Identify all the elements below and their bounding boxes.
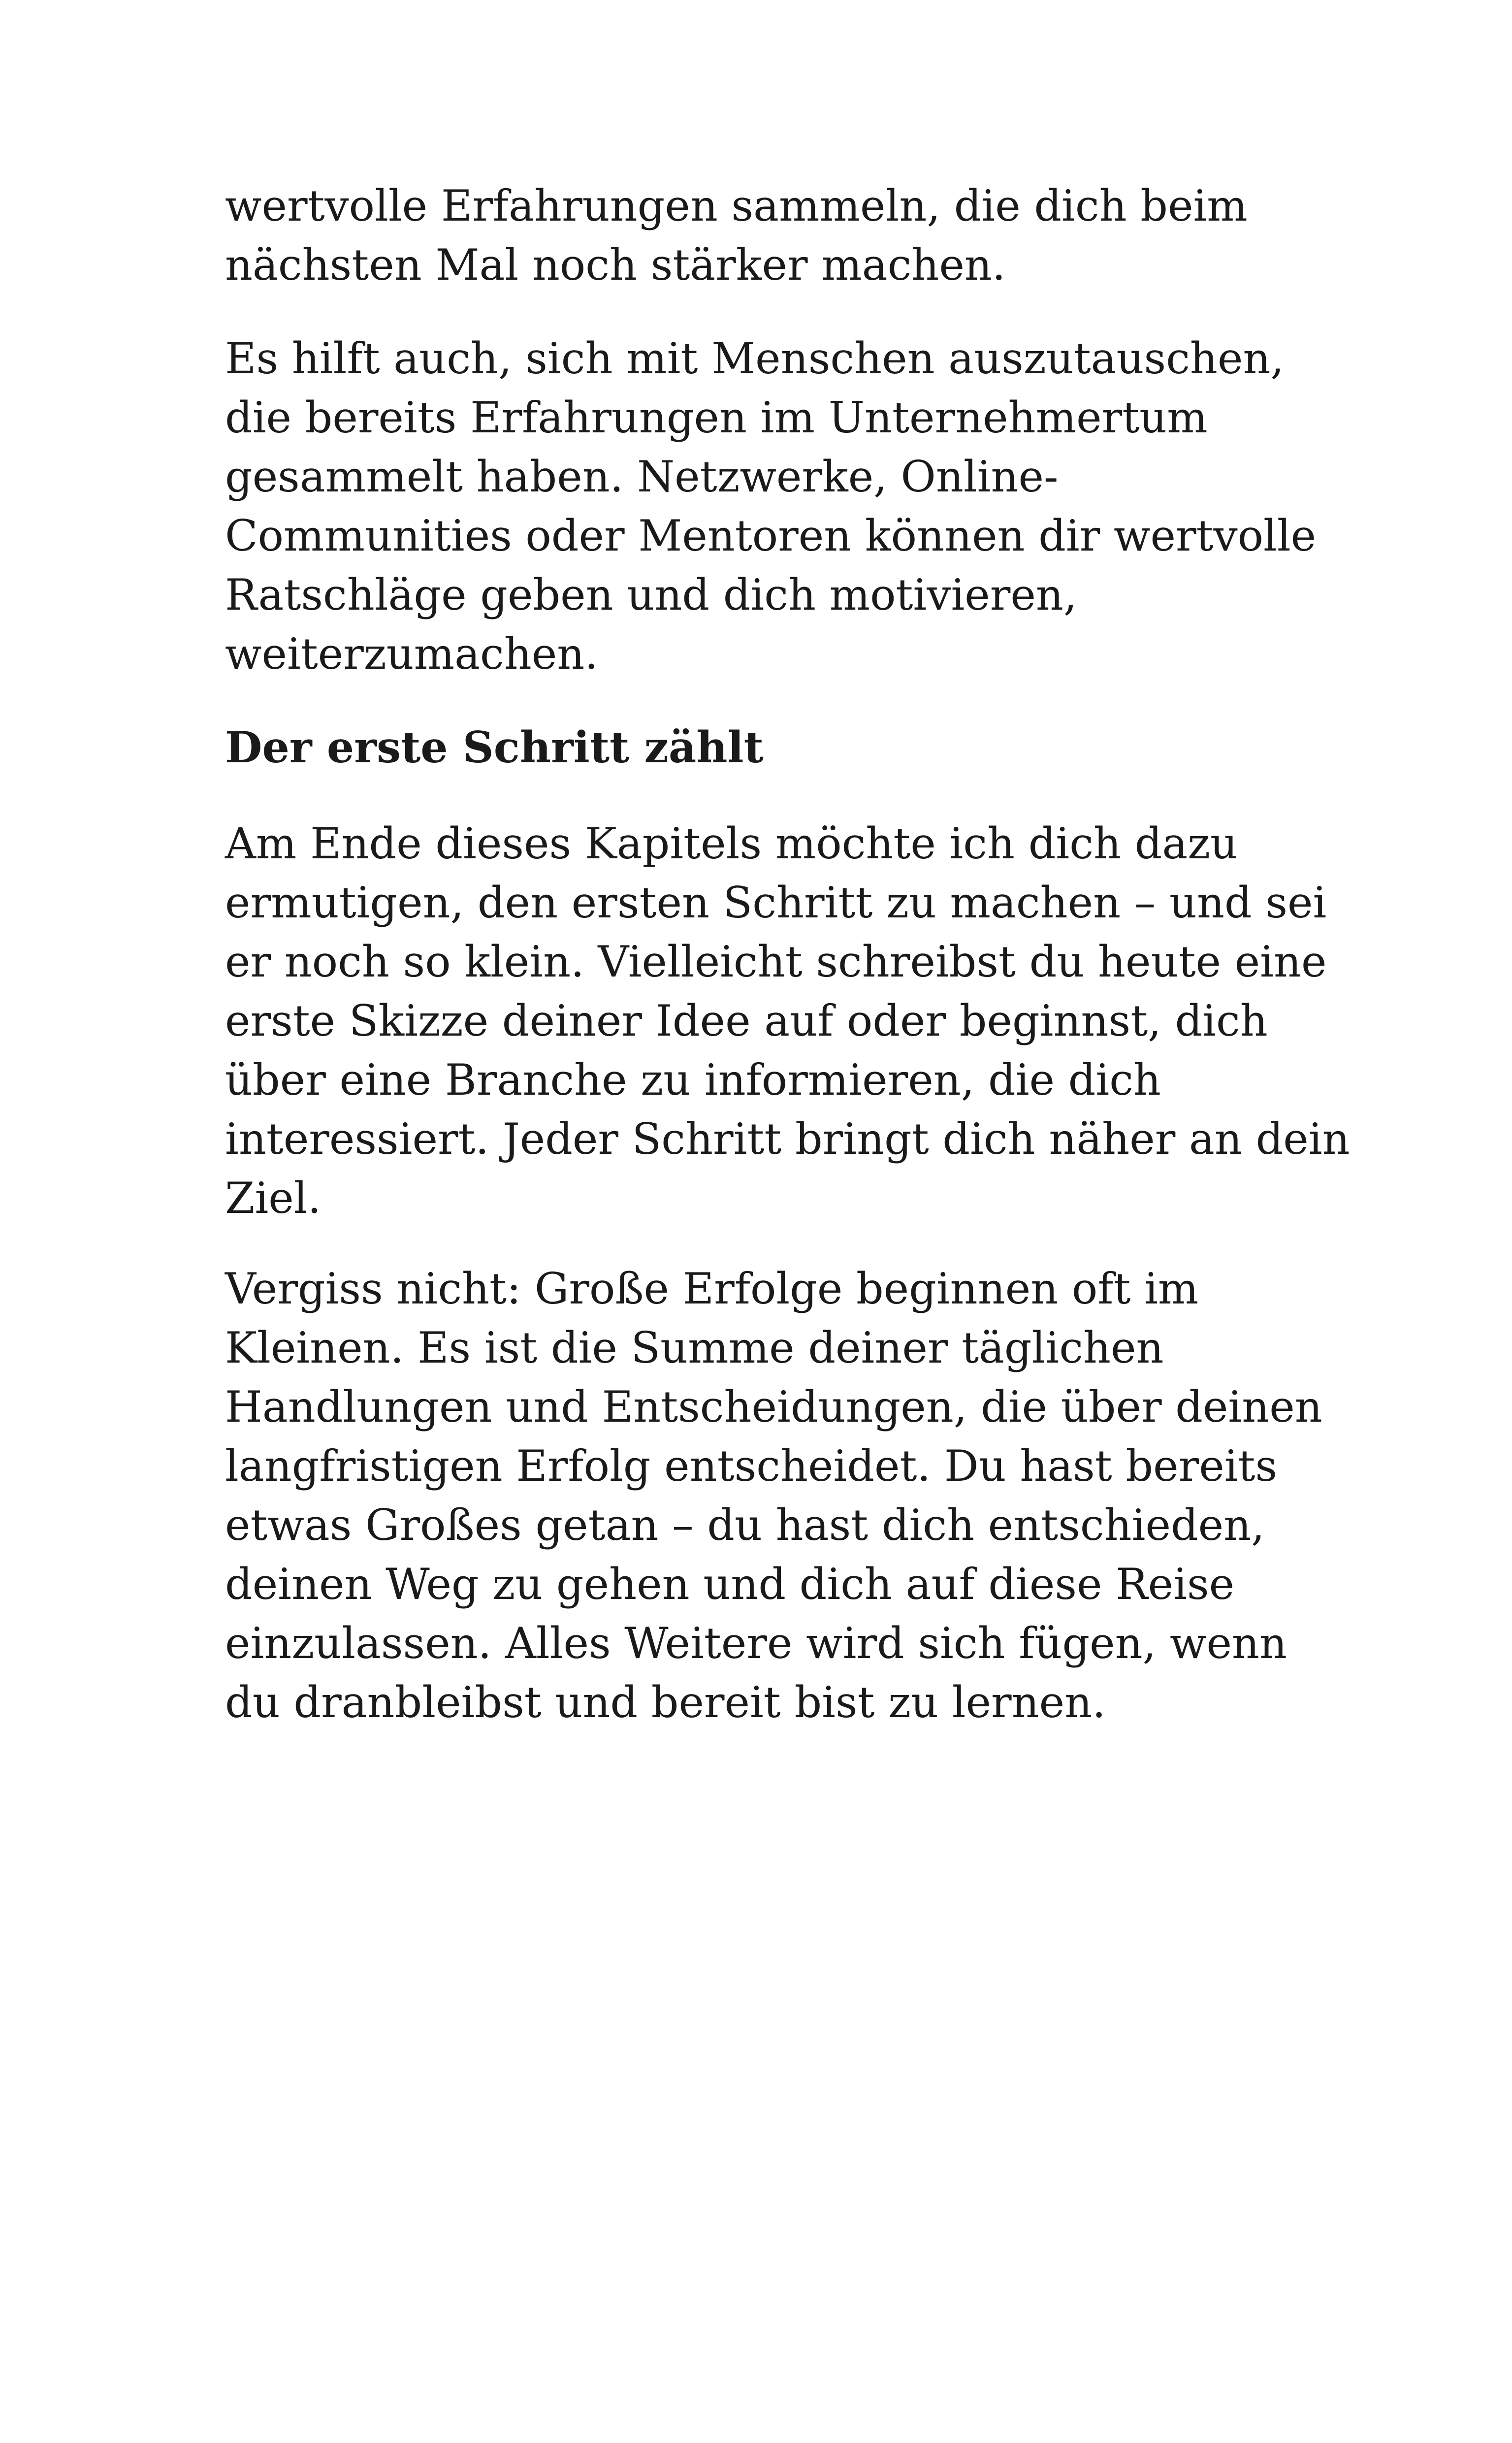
text-line: etwas Großes getan – du hast dich entschieden, [225, 1500, 1265, 1550]
text-line: Kleinen. Es ist die Summe deiner täglichen [225, 1323, 1164, 1373]
text-line: Es hilft auch, sich mit Menschen auszutauschen, [225, 333, 1285, 384]
paragraph-first-step [225, 814, 1350, 1228]
paragraph-intro [225, 176, 1323, 294]
text-line: über eine Branche zu informieren, die dich [225, 1055, 1161, 1105]
text-line: Communities oder Mentoren können dir wertvolle [225, 511, 1317, 561]
text-line: gesammelt haben. Netzwerke, Online- [225, 452, 1059, 502]
text-line: erste Skizze deiner Idee auf oder beginnst, dich [225, 996, 1268, 1046]
text-line: nächsten Mal noch stärker machen. [225, 240, 1006, 290]
text-line: deinen Weg zu gehen und dich auf diese Reise [225, 1559, 1235, 1609]
text-line: die bereits Erfahrungen im Unternehmertum [225, 392, 1208, 443]
text-line: Ratschläge geben und dich motivieren, [225, 570, 1077, 620]
text-line: interessiert. Jeder Schritt bringt dich näher an dein [225, 1114, 1350, 1164]
text-line: er noch so klein. Vielleicht schreibst du heute eine [225, 937, 1327, 987]
text-line: langfristigen Erfolg entscheidet. Du hast bereits [225, 1441, 1278, 1491]
text-line: Ziel. [225, 1173, 322, 1223]
text-line: Handlungen und Entscheidungen, die über deinen [225, 1382, 1322, 1432]
text-line: weiterzumachen. [225, 629, 598, 679]
text-line: du dranbleibst und bereit bist zu lernen. [225, 1677, 1106, 1727]
text-line: Am Ende dieses Kapitels möchte ich dich dazu [225, 818, 1238, 869]
text-line: Vergiss nicht: Große Erfolge beginnen oft im [225, 1264, 1199, 1314]
paragraph-conclusion [225, 1259, 1323, 1732]
text-line: ermutigen, den ersten Schritt zu machen – und sei [225, 878, 1327, 928]
text-line: wertvolle Erfahrungen sammeln, die dich beim [225, 181, 1248, 231]
paragraph-networks [225, 329, 1323, 684]
section-heading: Der erste Schritt zählt [225, 722, 764, 773]
text-line: einzulassen. Alles Weitere wird sich fügen, wenn [225, 1618, 1287, 1668]
